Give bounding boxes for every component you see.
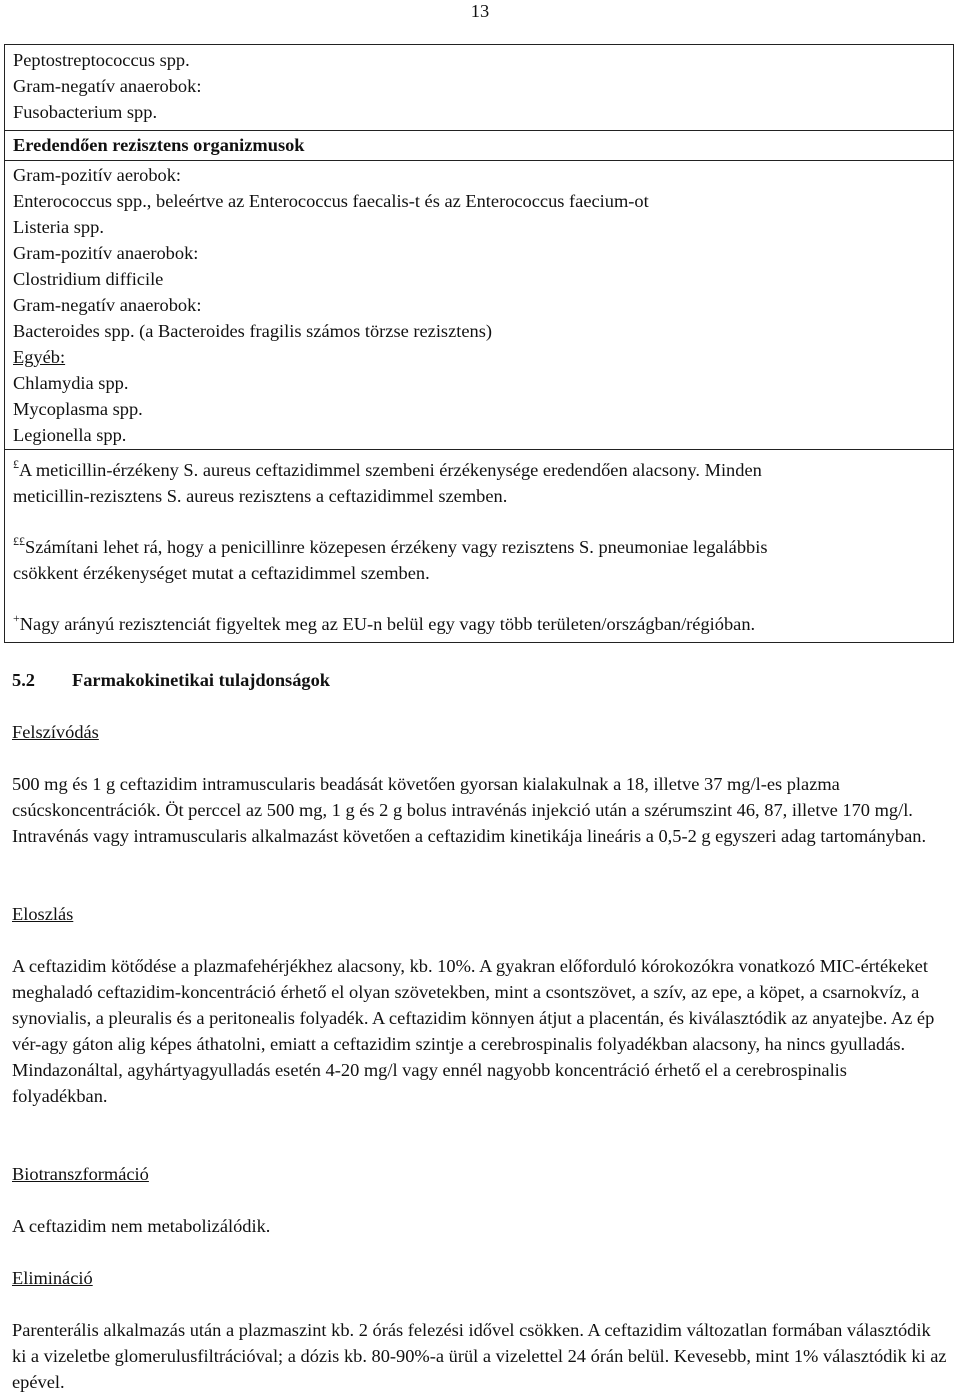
table-row-footnotes <box>5 449 953 644</box>
elimination-heading: Elimináció <box>12 1268 93 1288</box>
table-line: Egyéb: <box>13 347 66 367</box>
table-line: Gram-pozitív aerobok: <box>13 165 182 185</box>
table-line: Gram-negatív anaerobok: <box>13 295 202 315</box>
table-line: Gram-negatív anaerobok: <box>13 76 202 96</box>
footnote-1 <box>13 458 762 484</box>
table-row-resistant-heading <box>5 130 953 161</box>
footnote-2-continued: csökkent érzékenységet mutat a ceftazidimmel szemben. <box>13 563 430 583</box>
table-row-susceptible-continued <box>5 45 953 131</box>
table-line: Mycoplasma spp. <box>13 399 143 419</box>
footnote-1-continued: meticillin-rezisztens S. aureus rezisztens a ceftazidimmel szemben. <box>13 486 508 506</box>
page-number: 13 <box>470 1 490 21</box>
footnote-text: Nagy arányú rezisztenciát figyeltek meg az EU-n belül egy vagy több területen/országban/régióban. <box>19 614 756 634</box>
table-line: Gram-pozitív anaerobok: <box>13 243 199 263</box>
elimination-paragraph: Parenterális alkalmazás után a plazmaszint kb. 2 órás felezési idővel csökken. A ceftazidim változatlan formában választódik ki a vizeletbe glomerulusfiltrációval; a dózis kb. 80-90%-a ürül a vizelettel 24 órán belül. Kevesebb, mint 1% választódik ki az epével. <box>12 1320 947 1392</box>
table-line: Bacteroides spp. (a Bacteroides fragilis számos törzse rezisztens) <box>13 321 493 341</box>
footnote-text: A meticillin-érzékeny S. aureus ceftazidimmel szembeni érzékenysége eredendően alacsony. Minden <box>19 460 762 480</box>
table-line: Listeria spp. <box>13 217 104 237</box>
table-subheading: Eredendően rezisztens organizmusok <box>13 135 305 155</box>
biotransformation-paragraph: A ceftazidim nem metabolizálódik. <box>12 1216 271 1236</box>
section-heading <box>12 667 330 693</box>
distribution-heading: Eloszlás <box>12 904 74 924</box>
table-line: Enterococcus spp., beleértve az Enterococcus faecalis-t és az Enterococcus faecium-ot <box>13 191 649 211</box>
biotransformation-heading: Biotranszformáció <box>12 1164 149 1184</box>
distribution-paragraph: A ceftazidim kötődése a plazmafehérjékhez alacsony, kb. 10%. A gyakran előforduló kórokozókra vonatkozó MIC-értékeket meghaladó ceftazidim-koncentráció érhető el olyan szövetekben, mint a csontszövet, a szív, az epe, a köpet, a csarnokvíz, a synovialis, a pleuralis és a peritonealis folyadék. A ceftazidim könnyen átjut a placentán, és kiválasztódik az anyatejbe. Az ép vér-agy gáton alig képes áthatolni, emiatt a ceftazidim szintje a cerebrospinalis folyadékban alacsony, ha nincs gyulladás. Mindazonáltal, agyhártyagyulladás esetén 4-20 mg/l vagy ennél nagyobb koncentráció érhető el a cerebrospinalis folyadékban. <box>12 956 935 1106</box>
table-line: Chlamydia spp. <box>13 373 129 393</box>
table-line: Legionella spp. <box>13 425 127 445</box>
section-title: Farmakokinetikai tulajdonságok <box>72 670 331 690</box>
footnote-marker: + <box>13 611 20 625</box>
absorption-heading: Felszívódás <box>12 722 99 742</box>
footnote-text: Számítani lehet rá, hogy a penicillinre közepesen érzékeny vagy rezisztens S. pneumoniae legalábbis <box>25 537 768 557</box>
table-row-resistant-organisms <box>5 160 953 450</box>
footnote-marker: £ <box>13 457 19 471</box>
section-number: 5.2 <box>12 670 35 690</box>
absorption-paragraph: 500 mg és 1 g ceftazidim intramuscularis beadását követően gyorsan kialakulnak a 18, illetve 37 mg/l-es plazma csúcskoncentrációk. Öt perccel az 500 mg, 1 g és 2 g bolus intravénás injekció után a szérumszint 46, 87, illetve 170 mg/l. Intravénás vagy intramuscularis alkalmazást követően a ceftazidim kinetikája lineáris a 0,5-2 g egyszeri adag tartományban. <box>12 774 927 846</box>
susceptibility-table <box>4 44 954 643</box>
footnote-3 <box>13 612 755 638</box>
table-line: Fusobacterium spp. <box>13 102 158 122</box>
table-line: Peptostreptococcus spp. <box>13 50 190 70</box>
footnote-marker: ££ <box>13 534 25 548</box>
table-line: Clostridium difficile <box>13 269 164 289</box>
footnote-2 <box>13 535 768 561</box>
